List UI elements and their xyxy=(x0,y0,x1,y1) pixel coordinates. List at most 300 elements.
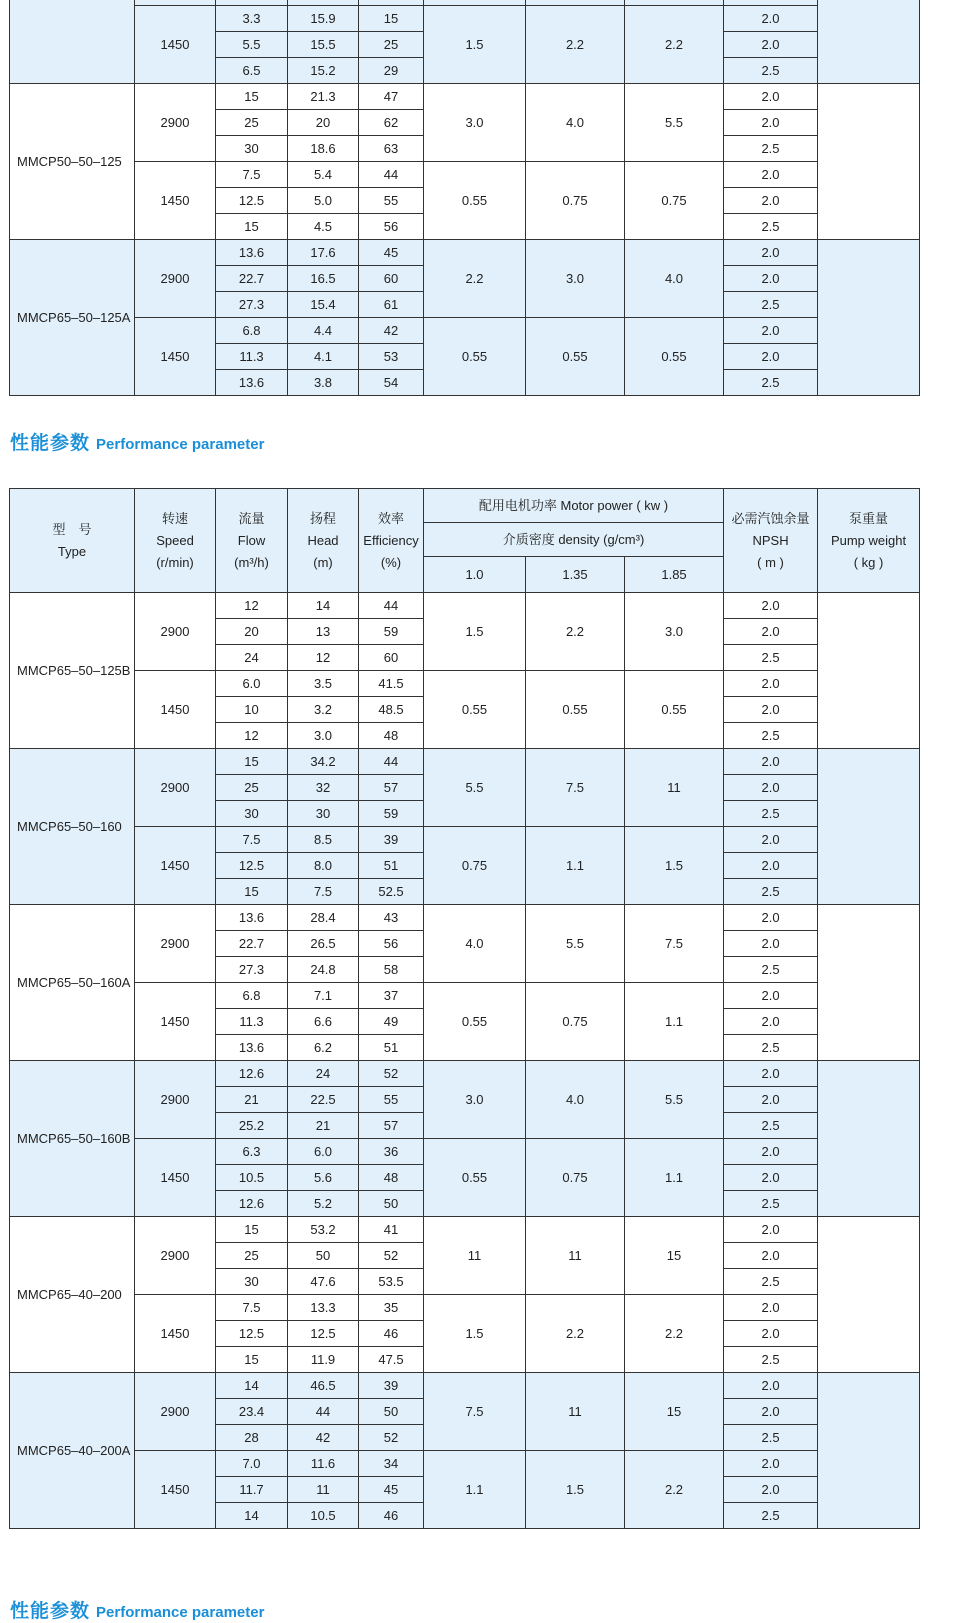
npsh-cell: 2.0 xyxy=(724,266,818,292)
motor-power-cell: 2.2 xyxy=(424,240,526,318)
flow-cell: 7.5 xyxy=(216,827,288,853)
motor-power-cell: 11 xyxy=(526,1373,625,1451)
header-density-1_0: 1.0 xyxy=(424,557,526,593)
motor-power-cell: 3.0 xyxy=(625,593,724,671)
efficiency-cell: 50 xyxy=(359,1399,424,1425)
flow-cell: 28 xyxy=(216,1425,288,1451)
motor-power-cell: 7.5 xyxy=(526,749,625,827)
flow-cell: 12 xyxy=(216,593,288,619)
flow-cell: 11.7 xyxy=(216,1477,288,1503)
motor-power-cell: 1.5 xyxy=(424,6,526,84)
flow-cell: 15 xyxy=(216,84,288,110)
motor-power-cell: 0.75 xyxy=(526,1139,625,1217)
head-cell: 4.5 xyxy=(288,214,359,240)
flow-cell: 6.0 xyxy=(216,671,288,697)
motor-power-cell: 1.1 xyxy=(625,983,724,1061)
head-cell: 10.5 xyxy=(288,1503,359,1529)
motor-power-cell: 0.75 xyxy=(625,162,724,240)
head-cell: 42 xyxy=(288,1425,359,1451)
npsh-cell: 2.0 xyxy=(724,110,818,136)
efficiency-cell: 39 xyxy=(359,1373,424,1399)
efficiency-cell: 51 xyxy=(359,853,424,879)
pump-weight-cell xyxy=(818,1217,920,1373)
efficiency-cell: 46 xyxy=(359,1503,424,1529)
motor-power-cell: 1.5 xyxy=(424,593,526,671)
head-cell: 11.9 xyxy=(288,1347,359,1373)
table-row xyxy=(10,1295,920,1321)
speed-cell: 2900 xyxy=(135,905,216,983)
efficiency-cell: 55 xyxy=(359,1087,424,1113)
pump-weight-cell xyxy=(818,1061,920,1217)
motor-power-cell: 2.2 xyxy=(526,593,625,671)
flow-cell: 24 xyxy=(216,645,288,671)
speed-cell: 1450 xyxy=(135,162,216,240)
motor-power-cell: 11 xyxy=(625,749,724,827)
header-efficiency: 效率 Efficiency (%) xyxy=(359,489,424,593)
head-cell: 13.3 xyxy=(288,1295,359,1321)
speed-cell: 1450 xyxy=(135,318,216,396)
motor-power-cell: 0.55 xyxy=(526,671,625,749)
head-cell: 21 xyxy=(288,1113,359,1139)
main-model-block xyxy=(10,593,920,749)
efficiency-cell: 25 xyxy=(359,32,424,58)
head-cell: 16.5 xyxy=(288,266,359,292)
flow-cell: 27.3 xyxy=(216,957,288,983)
efficiency-cell: 61 xyxy=(359,292,424,318)
flow-cell: 7.5 xyxy=(216,1295,288,1321)
pump-weight-cell xyxy=(818,593,920,749)
table-row xyxy=(10,6,920,32)
motor-power-cell: 0.75 xyxy=(526,983,625,1061)
head-cell: 17.6 xyxy=(288,240,359,266)
head-cell: 53.2 xyxy=(288,1217,359,1243)
efficiency-cell: 15 xyxy=(359,6,424,32)
npsh-cell: 2.5 xyxy=(724,214,818,240)
speed-cell: 2900 xyxy=(135,749,216,827)
flow-cell: 13.6 xyxy=(216,905,288,931)
npsh-cell: 2.0 xyxy=(724,827,818,853)
npsh-cell: 2.5 xyxy=(724,1191,818,1217)
head-cell: 44 xyxy=(288,1399,359,1425)
efficiency-cell: 42 xyxy=(359,318,424,344)
npsh-cell: 2.0 xyxy=(724,1399,818,1425)
efficiency-cell: 44 xyxy=(359,593,424,619)
main-model-block xyxy=(10,1217,920,1373)
motor-power-cell: 0.55 xyxy=(625,671,724,749)
efficiency-cell: 62 xyxy=(359,110,424,136)
flow-cell: 6.8 xyxy=(216,983,288,1009)
table-row xyxy=(10,318,920,344)
speed-cell: 1450 xyxy=(135,983,216,1061)
pump-weight-cell xyxy=(818,0,920,84)
flow-cell: 22.7 xyxy=(216,266,288,292)
model-cell: MMCP65–50–160B xyxy=(10,1061,135,1217)
head-cell: 5.2 xyxy=(288,1191,359,1217)
head-cell: 34.2 xyxy=(288,749,359,775)
npsh-cell: 2.0 xyxy=(724,1217,818,1243)
efficiency-cell: 49 xyxy=(359,1009,424,1035)
efficiency-cell: 50 xyxy=(359,1191,424,1217)
head-cell: 6.6 xyxy=(288,1009,359,1035)
flow-cell: 13.6 xyxy=(216,370,288,396)
section-title-next-en: Performance parameter xyxy=(96,1604,265,1621)
flow-cell: 6.8 xyxy=(216,318,288,344)
header-flow: 流量 Flow (m³/h) xyxy=(216,489,288,593)
motor-power-cell: 0.55 xyxy=(625,318,724,396)
flow-cell: 12.6 xyxy=(216,1191,288,1217)
flow-cell: 10.5 xyxy=(216,1165,288,1191)
motor-power-cell: 4.0 xyxy=(424,905,526,983)
flow-cell: 3.3 xyxy=(216,6,288,32)
efficiency-cell: 45 xyxy=(359,1477,424,1503)
efficiency-cell: 35 xyxy=(359,1295,424,1321)
speed-cell: 1450 xyxy=(135,827,216,905)
pump-weight-cell xyxy=(818,240,920,396)
efficiency-cell: 29 xyxy=(359,58,424,84)
speed-cell: 2900 xyxy=(135,1061,216,1139)
efficiency-cell: 47.5 xyxy=(359,1347,424,1373)
flow-cell: 25 xyxy=(216,110,288,136)
motor-power-cell: 1.5 xyxy=(424,1295,526,1373)
speed-cell: 2900 xyxy=(135,1217,216,1295)
head-cell: 47.6 xyxy=(288,1269,359,1295)
flow-cell: 12.5 xyxy=(216,188,288,214)
flow-cell: 15 xyxy=(216,1347,288,1373)
model-cell: MMCP65–40–200 xyxy=(10,1217,135,1373)
performance-table-top xyxy=(9,0,920,396)
npsh-cell: 2.0 xyxy=(724,1321,818,1347)
flow-cell: 14 xyxy=(216,1373,288,1399)
flow-cell: 20 xyxy=(216,619,288,645)
efficiency-cell: 57 xyxy=(359,775,424,801)
npsh-cell: 2.5 xyxy=(724,1113,818,1139)
table-row xyxy=(10,1373,920,1399)
head-cell: 24.8 xyxy=(288,957,359,983)
flow-cell: 12.5 xyxy=(216,1321,288,1347)
motor-power-cell: 3.0 xyxy=(424,1061,526,1139)
header-pump-weight: 泵重量 Pump weight ( kg ) xyxy=(818,489,920,593)
main-model-block xyxy=(10,1061,920,1217)
efficiency-cell: 41 xyxy=(359,1217,424,1243)
model-cell: MMCP65–50–160 xyxy=(10,749,135,905)
head-cell: 21.3 xyxy=(288,84,359,110)
npsh-cell: 2.5 xyxy=(724,136,818,162)
header-npsh: 必需汽蚀余量 NPSH ( m ) xyxy=(724,489,818,593)
head-cell: 15.9 xyxy=(288,6,359,32)
section-title-en: Performance parameter xyxy=(96,436,265,453)
flow-cell: 27.3 xyxy=(216,292,288,318)
flow-cell: 10 xyxy=(216,697,288,723)
head-cell: 32 xyxy=(288,775,359,801)
efficiency-cell: 44 xyxy=(359,162,424,188)
npsh-cell: 2.0 xyxy=(724,853,818,879)
npsh-cell: 2.0 xyxy=(724,593,818,619)
head-cell: 14 xyxy=(288,593,359,619)
top-model-block xyxy=(10,0,920,84)
main-model-block xyxy=(10,1373,920,1529)
model-cell: MMCP65–50–125A xyxy=(10,240,135,396)
table-header xyxy=(10,489,920,593)
npsh-cell: 2.0 xyxy=(724,1477,818,1503)
header-density-1_35: 1.35 xyxy=(526,557,625,593)
motor-power-cell: 2.2 xyxy=(625,1295,724,1373)
section-title xyxy=(10,428,264,455)
head-cell: 15.4 xyxy=(288,292,359,318)
npsh-cell: 2.0 xyxy=(724,931,818,957)
header-speed: 转速 Speed (r/min) xyxy=(135,489,216,593)
motor-power-cell: 2.2 xyxy=(625,6,724,84)
efficiency-cell: 59 xyxy=(359,619,424,645)
head-cell: 22.5 xyxy=(288,1087,359,1113)
flow-cell: 15 xyxy=(216,749,288,775)
efficiency-cell: 44 xyxy=(359,749,424,775)
efficiency-cell: 45 xyxy=(359,240,424,266)
head-cell: 15.5 xyxy=(288,32,359,58)
flow-cell: 30 xyxy=(216,801,288,827)
head-cell: 6.2 xyxy=(288,1035,359,1061)
head-cell: 18.6 xyxy=(288,136,359,162)
head-cell: 8.5 xyxy=(288,827,359,853)
header-density-1_85: 1.85 xyxy=(625,557,724,593)
head-cell: 46.5 xyxy=(288,1373,359,1399)
motor-power-cell: 7.5 xyxy=(424,1373,526,1451)
efficiency-cell: 55 xyxy=(359,188,424,214)
motor-power-cell: 4.0 xyxy=(625,240,724,318)
head-cell: 30 xyxy=(288,801,359,827)
head-cell: 6.0 xyxy=(288,1139,359,1165)
motor-power-cell: 0.55 xyxy=(424,318,526,396)
flow-cell: 30 xyxy=(216,136,288,162)
flow-cell: 6.3 xyxy=(216,1139,288,1165)
model-cell: MMCP65–40–200A xyxy=(10,1373,135,1529)
motor-power-cell: 1.5 xyxy=(526,1451,625,1529)
head-cell: 3.2 xyxy=(288,697,359,723)
table-row xyxy=(10,905,920,931)
npsh-cell: 2.0 xyxy=(724,318,818,344)
head-cell: 3.0 xyxy=(288,723,359,749)
flow-cell: 6.5 xyxy=(216,58,288,84)
efficiency-cell: 56 xyxy=(359,931,424,957)
efficiency-cell: 48.5 xyxy=(359,697,424,723)
table-row xyxy=(10,749,920,775)
efficiency-cell: 57 xyxy=(359,1113,424,1139)
motor-power-cell: 0.55 xyxy=(424,1139,526,1217)
npsh-cell: 2.0 xyxy=(724,1061,818,1087)
npsh-cell: 2.0 xyxy=(724,697,818,723)
table-row xyxy=(10,1061,920,1087)
motor-power-cell: 11 xyxy=(424,1217,526,1295)
efficiency-cell: 51 xyxy=(359,1035,424,1061)
main-model-block xyxy=(10,749,920,905)
pump-weight-cell xyxy=(818,1373,920,1529)
motor-power-cell: 0.75 xyxy=(424,827,526,905)
table-row xyxy=(10,983,920,1009)
motor-power-cell: 5.5 xyxy=(625,1061,724,1139)
flow-cell: 25.2 xyxy=(216,1113,288,1139)
npsh-cell: 2.5 xyxy=(724,1503,818,1529)
motor-power-cell: 0.55 xyxy=(424,983,526,1061)
head-cell: 24 xyxy=(288,1061,359,1087)
table-row xyxy=(10,1139,920,1165)
efficiency-cell: 41.5 xyxy=(359,671,424,697)
header-type: 型 号 Type xyxy=(10,489,135,593)
flow-cell: 5.5 xyxy=(216,32,288,58)
motor-power-cell: 4.0 xyxy=(526,1061,625,1139)
head-cell: 20 xyxy=(288,110,359,136)
speed-cell: 2900 xyxy=(135,240,216,318)
npsh-cell: 2.0 xyxy=(724,32,818,58)
speed-cell: 1450 xyxy=(135,1139,216,1217)
flow-cell: 12.5 xyxy=(216,853,288,879)
efficiency-cell: 47 xyxy=(359,84,424,110)
npsh-cell: 2.5 xyxy=(724,879,818,905)
section-title-next xyxy=(10,1596,264,1623)
flow-cell: 7.5 xyxy=(216,162,288,188)
main-model-block xyxy=(10,905,920,1061)
head-cell: 26.5 xyxy=(288,931,359,957)
speed-cell: 1450 xyxy=(135,1451,216,1529)
head-cell: 4.4 xyxy=(288,318,359,344)
head-cell: 5.6 xyxy=(288,1165,359,1191)
performance-table xyxy=(9,488,920,1529)
top-model-block xyxy=(10,240,920,396)
head-cell: 50 xyxy=(288,1243,359,1269)
head-cell: 28.4 xyxy=(288,905,359,931)
efficiency-cell: 48 xyxy=(359,723,424,749)
head-cell: 12.5 xyxy=(288,1321,359,1347)
npsh-cell: 2.5 xyxy=(724,370,818,396)
efficiency-cell: 37 xyxy=(359,983,424,1009)
efficiency-cell: 63 xyxy=(359,136,424,162)
efficiency-cell: 52 xyxy=(359,1243,424,1269)
efficiency-cell: 34 xyxy=(359,1451,424,1477)
head-cell: 5.0 xyxy=(288,188,359,214)
motor-power-cell: 15 xyxy=(625,1217,724,1295)
motor-power-cell: 1.1 xyxy=(526,827,625,905)
flow-cell: 11.3 xyxy=(216,1009,288,1035)
efficiency-cell: 56 xyxy=(359,214,424,240)
npsh-cell: 2.0 xyxy=(724,1373,818,1399)
motor-power-cell: 2.2 xyxy=(625,1451,724,1529)
motor-power-cell: 11 xyxy=(526,1217,625,1295)
npsh-cell: 2.5 xyxy=(724,292,818,318)
npsh-cell: 2.0 xyxy=(724,162,818,188)
npsh-cell: 2.0 xyxy=(724,1243,818,1269)
head-cell: 11.6 xyxy=(288,1451,359,1477)
motor-power-cell: 1.5 xyxy=(625,827,724,905)
motor-power-cell: 1.1 xyxy=(424,1451,526,1529)
head-cell: 11 xyxy=(288,1477,359,1503)
npsh-cell: 2.0 xyxy=(724,905,818,931)
efficiency-cell: 54 xyxy=(359,370,424,396)
flow-cell: 11.3 xyxy=(216,344,288,370)
efficiency-cell: 43 xyxy=(359,905,424,931)
speed-cell: 2900 xyxy=(135,1373,216,1451)
motor-power-cell: 0.75 xyxy=(526,162,625,240)
speed-cell: 1450 xyxy=(135,1295,216,1373)
efficiency-cell: 58 xyxy=(359,957,424,983)
flow-cell: 15 xyxy=(216,1217,288,1243)
npsh-cell: 2.5 xyxy=(724,645,818,671)
header-density: 介质密度 density (g/cm³) xyxy=(424,523,724,557)
npsh-cell: 2.0 xyxy=(724,1295,818,1321)
flow-cell: 14 xyxy=(216,1503,288,1529)
motor-power-cell: 0.55 xyxy=(424,671,526,749)
npsh-cell: 2.5 xyxy=(724,1269,818,1295)
head-cell: 3.8 xyxy=(288,370,359,396)
model-cell xyxy=(10,0,135,84)
efficiency-cell: 52.5 xyxy=(359,879,424,905)
npsh-cell: 2.5 xyxy=(724,1347,818,1373)
efficiency-cell: 52 xyxy=(359,1061,424,1087)
npsh-cell: 2.0 xyxy=(724,344,818,370)
table-row xyxy=(10,1217,920,1243)
table-row xyxy=(10,827,920,853)
efficiency-cell: 36 xyxy=(359,1139,424,1165)
npsh-cell: 2.0 xyxy=(724,240,818,266)
flow-cell: 22.7 xyxy=(216,931,288,957)
head-cell: 4.1 xyxy=(288,344,359,370)
speed-cell: 2900 xyxy=(135,84,216,162)
flow-cell: 13.6 xyxy=(216,1035,288,1061)
head-cell: 7.1 xyxy=(288,983,359,1009)
npsh-cell: 2.0 xyxy=(724,749,818,775)
efficiency-cell: 39 xyxy=(359,827,424,853)
npsh-cell: 2.5 xyxy=(724,58,818,84)
pump-weight-cell xyxy=(818,749,920,905)
speed-cell: 2900 xyxy=(135,593,216,671)
npsh-cell: 2.5 xyxy=(724,723,818,749)
table-row xyxy=(10,1451,920,1477)
table-row xyxy=(10,593,920,619)
npsh-cell: 2.0 xyxy=(724,1451,818,1477)
header-head: 扬程 Head (m) xyxy=(288,489,359,593)
flow-cell: 30 xyxy=(216,1269,288,1295)
flow-cell: 25 xyxy=(216,1243,288,1269)
efficiency-cell: 52 xyxy=(359,1425,424,1451)
npsh-cell: 2.0 xyxy=(724,1009,818,1035)
npsh-cell: 2.0 xyxy=(724,1139,818,1165)
pump-weight-cell xyxy=(818,84,920,240)
speed-cell: 1450 xyxy=(135,6,216,84)
table-row xyxy=(10,162,920,188)
motor-power-cell: 2.2 xyxy=(526,6,625,84)
npsh-cell: 2.0 xyxy=(724,983,818,1009)
table-row xyxy=(10,84,920,110)
npsh-cell: 2.0 xyxy=(724,775,818,801)
motor-power-cell: 5.5 xyxy=(625,84,724,162)
flow-cell: 21 xyxy=(216,1087,288,1113)
header-motor-power: 配用电机功率 Motor power ( kw ) xyxy=(424,489,724,523)
motor-power-cell: 0.55 xyxy=(424,162,526,240)
head-cell: 12 xyxy=(288,645,359,671)
head-cell: 5.4 xyxy=(288,162,359,188)
pump-weight-cell xyxy=(818,905,920,1061)
npsh-cell: 2.5 xyxy=(724,1035,818,1061)
motor-power-cell: 3.0 xyxy=(424,84,526,162)
npsh-cell: 2.0 xyxy=(724,671,818,697)
efficiency-cell: 53.5 xyxy=(359,1269,424,1295)
motor-power-cell: 5.5 xyxy=(526,905,625,983)
npsh-cell: 2.0 xyxy=(724,1087,818,1113)
section-title-next-cn: 性能参数 xyxy=(10,1601,91,1622)
motor-power-cell: 0.55 xyxy=(526,318,625,396)
efficiency-cell: 53 xyxy=(359,344,424,370)
model-cell: MMCP65–50–160A xyxy=(10,905,135,1061)
section-title-cn: 性能参数 xyxy=(10,433,91,454)
efficiency-cell: 46 xyxy=(359,1321,424,1347)
npsh-cell: 2.0 xyxy=(724,619,818,645)
